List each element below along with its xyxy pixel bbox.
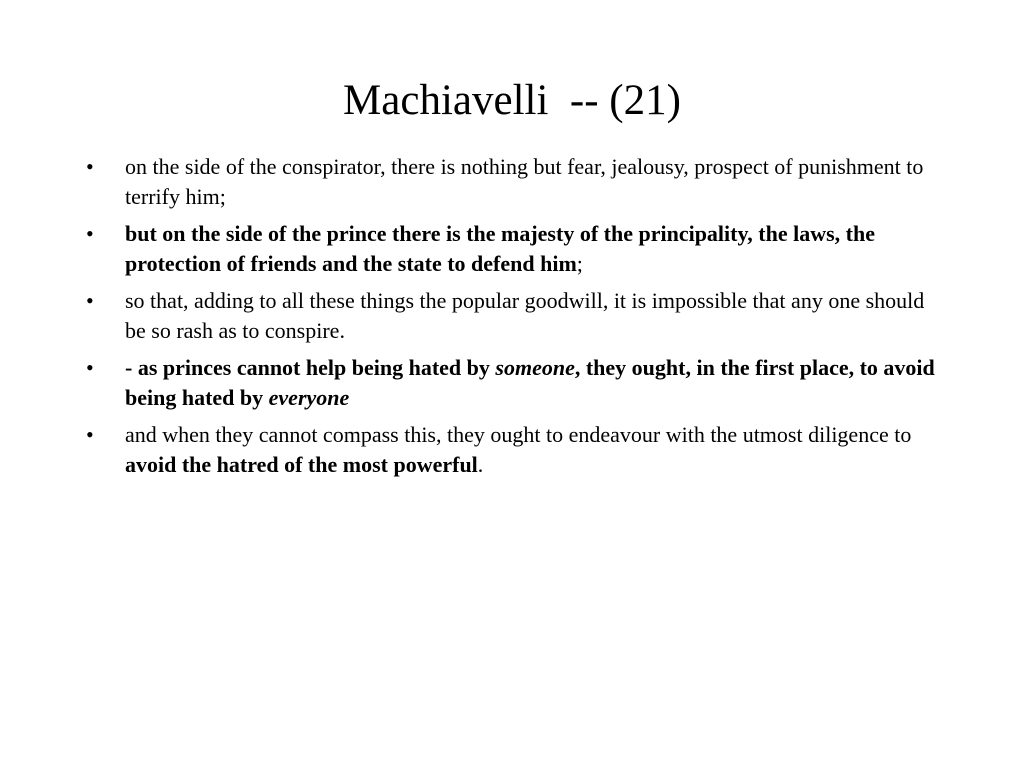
slide-title: Machiavelli -- (21) (343, 77, 681, 124)
bullet-item (86, 219, 936, 279)
bullet-dot: • (86, 221, 94, 246)
bullet-text-emphasis: someone (495, 355, 575, 380)
bullet-dot: • (86, 288, 94, 313)
bullet-item (86, 353, 936, 413)
bullet-text-segment: - as princes cannot help being hated by (125, 355, 496, 380)
bullet-item (86, 420, 936, 480)
bullet-item (86, 152, 936, 212)
bullet-text-emphasis: everyone (268, 385, 350, 410)
bullet-text-segment: avoid the hatred of the most powerful (125, 452, 478, 477)
bullet-text-segment: on the side of the conspirator, there is nothing but fear, jealousy, prospect of punishment to terrify him; (125, 154, 924, 209)
bullet-text-segment: ; (576, 251, 583, 276)
bullet-dot: • (86, 355, 94, 380)
bullet-list (86, 152, 936, 487)
bullet-text-segment: so that, adding to all these things the popular goodwill, it is impossible that any one should be so rash as to conspire. (125, 288, 925, 343)
bullet-text-segment: but on the side of the prince there is the majesty of the principality, the laws, the protection of friends and the state to defend him (125, 221, 875, 276)
bullet-text-segment: . (477, 452, 484, 477)
bullet-item (86, 286, 936, 346)
bullet-dot: • (86, 154, 94, 179)
bullet-dot: • (86, 422, 94, 447)
bullet-text-segment: and when they cannot compass this, they ought to endeavour with the utmost diligence to (125, 422, 912, 447)
bullet-text-segment: , they ought, in the first place, to avoid being hated by (125, 355, 935, 410)
